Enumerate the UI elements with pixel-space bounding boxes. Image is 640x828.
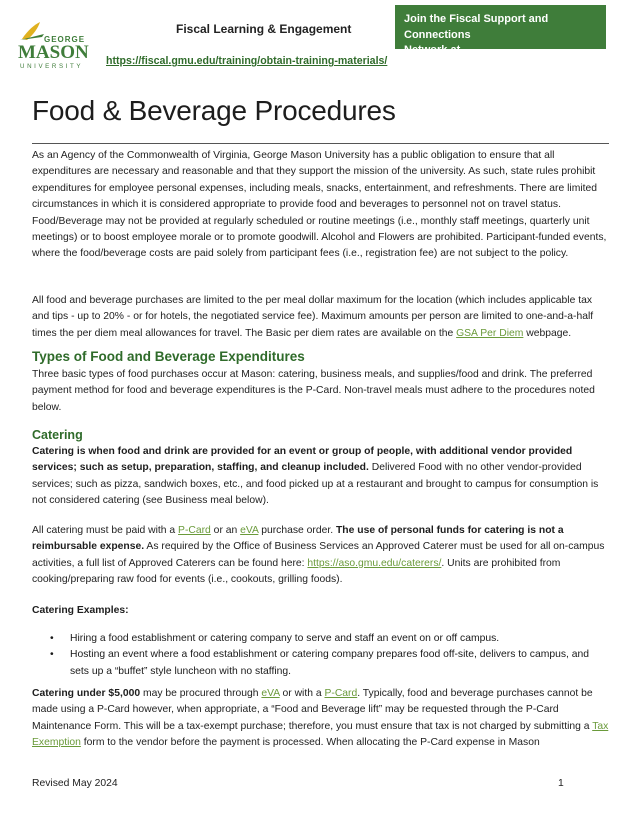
fscn-line1: Join the Fiscal Support and Connections: [404, 13, 549, 41]
p-card-link[interactable]: P-Card: [178, 525, 211, 536]
catering-payment-paragraph: All catering must be paid with a P-Card or an eVA purchase order. The use of personal funds for catering is not a reimbursable expense. As required by the Office of Business Services an Approved Caterer must be used for all on-campus activities, a full list of Approved Caterers can be found here: https://aso.gmu.edu/caterers/. Units are prohibited from cooking/preparing raw food for events (i.e., cookouts, grilling foods).: [32, 525, 605, 586]
revised-date: Revised May 2024: [32, 778, 118, 789]
training-materials-link[interactable]: https://fiscal.gmu.edu/training/obtain-training-materials/: [106, 55, 388, 67]
title-divider: [32, 143, 609, 144]
catering-examples-list: [50, 631, 610, 680]
svg-text:MASON: MASON: [18, 42, 89, 63]
page-number: 1: [558, 778, 564, 789]
fscn-line2: Network at https://fiscal.gmu.edu/fscn/: [404, 44, 547, 72]
department-name: Fiscal Learning & Engagement: [176, 22, 352, 36]
types-paragraph: Three basic types of food purchases occur at Mason: catering, business meals, and supplies/food and drink. The preferred payment method for food and beverage expenditures is the P-Card. Non-travel meals must adhere to the procedures noted below.: [32, 369, 595, 413]
approved-caterers-link[interactable]: https://aso.gmu.edu/caterers/: [307, 557, 442, 569]
svg-text:UNIVERSITY: UNIVERSITY: [20, 63, 84, 70]
fscn-link[interactable]: https://fiscal.gmu.edu/fscn/: [404, 59, 547, 72]
eva-link[interactable]: eVA: [261, 688, 280, 699]
list-item: • Hosting an event where a food establishment or catering company prepares food off-site, delivers to campus, and sets up a “buffet” style luncheon with no staffing.: [50, 647, 610, 680]
gmu-logo-graphic: [18, 22, 96, 70]
gmu-logo: [18, 22, 96, 70]
p-card-link[interactable]: P-Card: [324, 688, 358, 699]
catering-under-5000-paragraph: Catering under $5,000 may be procured through eVA or with a P-Card. Typically, food and beverage purchases cannot be made using a P-Card however, when appropriate, a “Food and Beverage lift” may be requested through the P-Card Maintenance Form. This will be a tax-exempt purchase; therefore, you must ensure that tax is not charged by submitting a Tax Exemption form to the vendor before the payment is processed. When allocating the P-Card expense in Mason: [32, 688, 609, 749]
page-title: Food & Beverage Procedures: [32, 95, 396, 126]
eva-link[interactable]: eVA: [240, 525, 259, 536]
fscn-banner: [395, 5, 606, 72]
list-item: • Hiring a food establishment or catering company to serve and staff an event on or off campus.: [50, 631, 610, 647]
catering-definition-paragraph: Catering is when food and drink are provided for an event or group of people, with additional vendor provided services; such as setup, preparation, staffing, and cleanup included. Delivered Food with no other vendor-provided services; such as pizza, sandwich boxes, etc., and food picked up at a restaurant and brought to campus for consumption is not considered catering (see Business meal below).: [32, 446, 599, 507]
intro-paragraph: As an Agency of the Commonwealth of Virginia, George Mason University has a public obligation to ensure that all expenditures are necessary and reasonable and that they support the mission of the university. As such, state rules prohibit expenditures for employee personal expenses, including meals, snacks, entertainment, and refreshments. There are limited circumstances in which it is considered appropriate to provide food and beverages to personnel not on travel status. Food/Beverage may not be provided at regularly scheduled or routine meetings (i.e., monthly staff meetings, quarterly unit meetings) or to boost employee morale or to promote goodwill. Alcohol and Flowers are prohibited. Participant-funded events, where the food/beverage costs are paid solely from participant fees (i.e., registration fee) are not subject to the policy.: [32, 150, 607, 260]
types-heading: Types of Food and Beverage Expenditures: [32, 349, 305, 364]
tax-exemption-link[interactable]: Tax Exemption: [32, 720, 609, 749]
catering-heading: Catering: [32, 428, 83, 442]
per-meal-limit-paragraph: All food and beverage purchases are limited to the per meal dollar maximum for the location (which includes applicable tax and tips - up to 20% - or for hotels, the negotiated service fee). Maximum amounts per person are limited to one-and-a-half times the per diem meal allowances for travel. The Basic per diem rates are available on the GSA Per Diem webpage.: [32, 295, 594, 339]
gsa-per-diem-link[interactable]: GSA Per Diem: [456, 327, 524, 339]
svg-text:GEORGE: GEORGE: [44, 35, 86, 44]
catering-examples-heading: Catering Examples:: [32, 605, 129, 616]
